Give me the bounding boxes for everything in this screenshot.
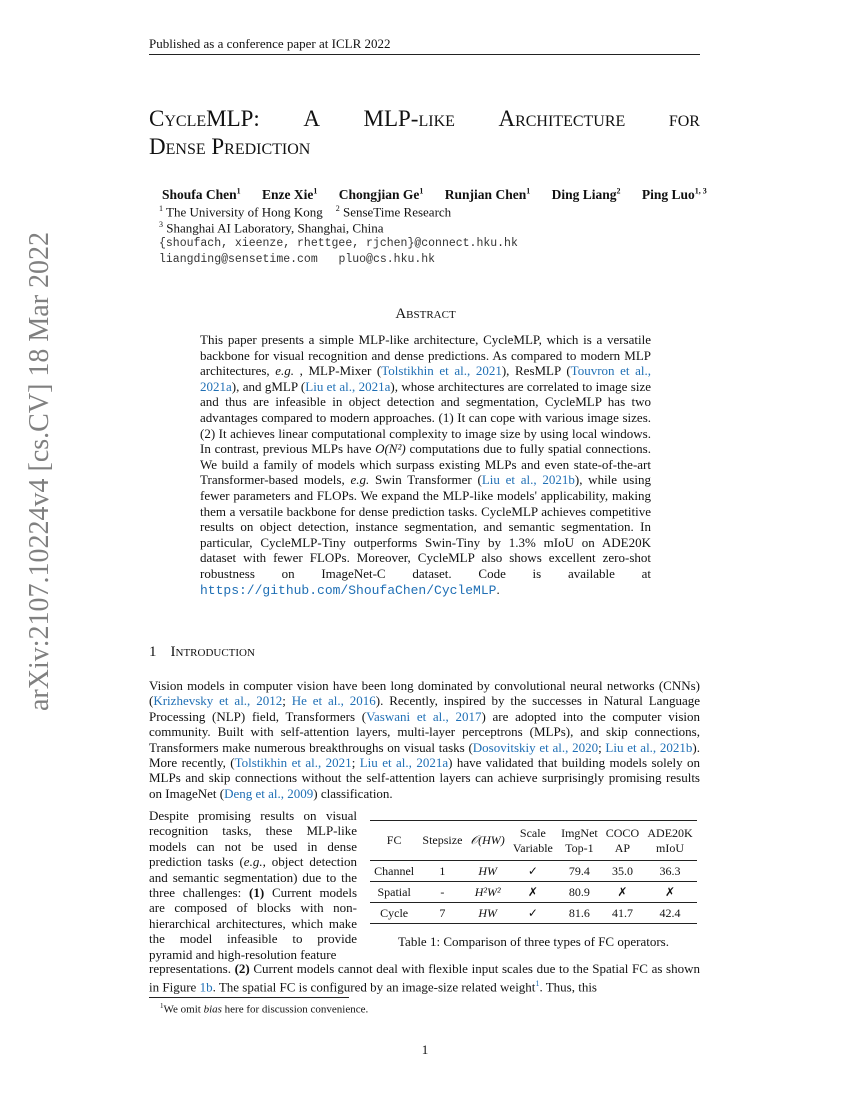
cell-stepsize: 1 (439, 863, 446, 878)
intro-paragraph-2-continued: representations. (2) Current models cannot deal with flexible input scales due to the Spatial FC as shown in Figure 1b. The spatial FC is configured by an image-size related weight$^1$. Thus, this (149, 961, 700, 995)
author: Shoufa Chen$^1$ (162, 186, 241, 202)
cell-coco: 41.7 (611, 905, 633, 920)
cell-stepsize: - (440, 884, 445, 899)
code-url-link[interactable]: https://github.com/ShoufaChen/CycleMLP (200, 582, 497, 598)
cell-imgnet: 79.4 (568, 863, 590, 878)
table-row (370, 903, 697, 924)
title-line-2: Dense Prediction (149, 134, 311, 159)
abstract-heading: Abstract (395, 306, 456, 322)
figure-ref-link[interactable]: 1b (199, 979, 213, 995)
email-line-2: liangding@sensetime.com pluo@cs.hku.hk (159, 253, 436, 266)
cell-complexity: HW (478, 863, 497, 878)
affiliation-line-1: $^1$ The University of Hong Kong $^2$ SenseTime Research (159, 204, 452, 220)
table-caption: Table 1: Comparison of three types of FC operators. (398, 934, 669, 949)
citation-link[interactable]: Liu et al., 2021a (305, 378, 391, 394)
citation-link[interactable]: Liu et al., 2021b (605, 739, 693, 755)
col-header-imgnet: ImgNet Top-1 (561, 825, 598, 855)
col-header-fc: FC (386, 833, 402, 847)
citation-link[interactable]: Krizhevsky et al., 2012 (153, 693, 283, 709)
cell-scale: ✗ (527, 884, 538, 899)
abstract-body: This paper presents a simple MLP-like architecture, CycleMLP, which is a versatile backbone for visual recognition and dense predictions. As compared to modern MLP architectures, e.g. , MLP-Mixer (Tolstikhin et al., 2021), ResMLP (Touvron et al., 2021a), and gMLP (Liu et al., 2021a), whose architectures are correlated to image size and thus are infeasible in object detection and segmentation, CycleMLP has two advantages compared to modern approaches. (1) It can cope with various image sizes. (2) It achieves linear computational complexity to image size by using local windows. In contrast, previous MLPs have O(N²) computations due to fully spatial connections. We build a family of models which surpass existing MLPs and even state-of-the-art Transformer-based models, e.g. Swin Transformer (Liu et al., 2021b), while using fewer parameters and FLOPs. We expand the MLP-like models' applicability, making them a versatile backbone for dense prediction tasks. CycleMLP achieves competitive results on object detection, instance segmentation, and semantic segmentation. In particular, CycleMLP-Tiny outperforms Swin-Tiny by 1.3% mIoU on ADE20K dataset with fewer FLOPs. Moreover, CycleMLP also shows excellent zero-shot robustness on ImageNet-C dataset. Code is available at https://github.com/ShoufaChen/CycleMLP. (200, 332, 651, 598)
citation-link[interactable]: Tolstikhin et al., 2021 (381, 363, 502, 379)
paper-title (149, 105, 700, 161)
col-header-stepsize: Stepsize (422, 833, 463, 847)
citation-link[interactable]: Dosovitskiy et al., 2020 (472, 739, 599, 755)
col-header-scale: Scale Variable (512, 825, 553, 855)
table-row (370, 861, 697, 882)
cell-complexity: HW (478, 905, 497, 920)
footnote-ref-link[interactable]: 1 (535, 979, 540, 989)
table-header-row (370, 821, 697, 861)
cell-ade: 42.4 (659, 905, 681, 920)
title-word: A (303, 106, 320, 131)
author: Ping Luo$^{1, 3}$ (641, 186, 707, 202)
col-header-complexity: 𝒪(HW) (470, 833, 505, 847)
citation-link[interactable]: Vaswani et al., 2017 (366, 708, 482, 724)
fc-comparison-table (370, 820, 697, 924)
author: Enze Xie$^1$ (262, 186, 318, 202)
section-heading-introduction: 1 Introduction (149, 644, 255, 660)
cell-stepsize: 7 (439, 905, 446, 920)
col-header-ade: ADE20K mIoU (647, 825, 693, 855)
cell-scale: ✓ (527, 863, 538, 878)
intro-paragraph-2: Despite promising results on visual recognition tasks, these MLP-like models can not be used in dense prediction tasks (e.g., object detection and semantic segmentation) due to the three challenges: (1) Current models are composed of blocks with non-hierarchical architectures, which make the model infeasible to provide pyramid and high-resolution feature (149, 808, 357, 962)
citation-link[interactable]: Liu et al., 2021a (359, 755, 449, 771)
cell-imgnet: 81.6 (568, 905, 590, 920)
cell-fc: Channel (374, 863, 415, 878)
title-word: CycleMLP: (149, 106, 260, 131)
cell-scale: ✓ (527, 905, 538, 920)
author: Chongjian Ge$^1$ (338, 186, 424, 202)
citation-link[interactable]: Liu et al., 2021b (481, 472, 575, 488)
running-header: Published as a conference paper at ICLR 2022 (149, 36, 391, 51)
cell-ade: 36.3 (659, 863, 681, 878)
author-list (162, 186, 707, 203)
footnote: $^1$We omit bias here for discussion convenience. (160, 1002, 369, 1016)
cell-ade: ✗ (665, 884, 676, 899)
email-line-1: {shoufach, xieenze, rhettgee, rjchen}@connect.hku.hk (159, 237, 518, 250)
affiliation-line-2: $^3$ Shanghai AI Laboratory, Shanghai, China (159, 220, 384, 236)
citation-link[interactable]: Deng et al., 2009 (224, 785, 314, 801)
page-number: 1 (421, 1042, 429, 1057)
title-word: Architecture (498, 106, 626, 131)
arxiv-stamp: arXiv:2107.10224v4 [cs.CV] 18 Mar 2022 (24, 231, 55, 711)
header-rule (149, 54, 700, 55)
footnote-rule (149, 997, 349, 998)
intro-paragraph-1: Vision models in computer vision have been long dominated by convolutional neural networks (CNNs) (Krizhevsky et al., 2012; He et al., 2016). Recently, inspired by the successes in Natural Language Processing (NLP) field, Transformers (Vaswani et al., 2017) are adopted into the computer vision community. Built with self-attention layers, multi-layer perceptrons (MLPs), and skip connections, Transformers make numerous breakthroughs on visual tasks (Dosovitskiy et al., 2020; Liu et al., 2021b). More recently, (Tolstikhin et al., 2021; Liu et al., 2021a) have validated that building models solely on MLPs and skip connections without the self-attention layers can achieve surprisingly promising results on ImageNet (Deng et al., 2009) classification. (149, 678, 700, 801)
citation-link[interactable]: Tolstikhin et al., 2021 (234, 755, 352, 771)
author: Runjian Chen$^1$ (444, 186, 531, 202)
citation-link[interactable]: Touvron et al., 2021a (200, 363, 651, 394)
title-word: for (668, 106, 700, 131)
cell-fc: Cycle (380, 905, 409, 920)
author: Ding Liang$^2$ (551, 186, 621, 202)
col-header-coco: COCO AP (605, 825, 640, 855)
table-row (370, 882, 697, 903)
cell-coco: ✗ (617, 884, 628, 899)
cell-imgnet: 80.9 (568, 884, 590, 899)
cell-fc: Spatial (377, 884, 411, 899)
title-word: MLP-like (363, 106, 455, 131)
cell-complexity: H²W² (474, 884, 501, 899)
cell-coco: 35.0 (611, 863, 633, 878)
citation-link[interactable]: He et al., 2016 (291, 693, 376, 709)
